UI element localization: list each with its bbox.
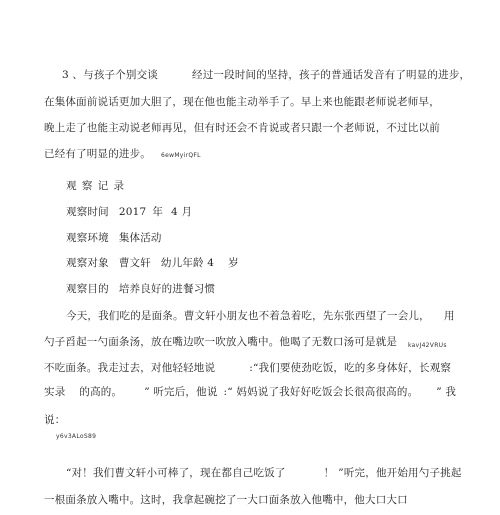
para2-line1	[66, 310, 430, 323]
para2-line3	[44, 362, 451, 375]
record-obj-row	[66, 257, 239, 270]
record-obj-name: 曹文轩	[118, 257, 151, 269]
watermark-code: y6v3ALoS89	[56, 433, 97, 440]
para2-line7: 一根面条放入嘴中。这时，我拿起碗挖了一大口面条放入他嘴中，他大口大口	[44, 494, 408, 506]
para1-line2: 在集体面前说话更加大胆了，现在他也能主动举手了。早上来也能跟老师说老师早，	[44, 96, 440, 108]
record-goal-value: 培养良好的进餐习惯	[118, 283, 216, 295]
para2-line4-d: :“ 妈妈说了我好好吃饭会长很高很高的。	[223, 386, 419, 398]
para2-line5-a: 说：	[44, 414, 66, 426]
para2-line6	[66, 467, 462, 480]
record-time-row	[66, 206, 192, 219]
para2-line4-c: ” 听完后，他说	[144, 386, 218, 398]
record-time-year: 2017	[118, 206, 147, 218]
para2-line4-e: ” 我	[436, 386, 457, 398]
para2-line6-b: ！	[323, 467, 335, 479]
para1-line3: 晚上走了也能主动说老师再见，但有时还会不肯说或者只跟一个老师说，不过比以前	[44, 122, 440, 134]
record-goal-row	[66, 283, 215, 296]
para2-line4-a: 实录	[44, 386, 66, 398]
para1-line4	[44, 148, 201, 162]
watermark-code: 6ewMyirQFL	[161, 152, 201, 159]
para1-line1-b: 经过一段时间的坚持，孩子的普通话发音有了明显的进步，	[192, 69, 471, 81]
record-env-row	[66, 232, 162, 245]
record-title: 观 察 记 录	[66, 180, 126, 192]
para2-line1-b: 用	[444, 310, 455, 322]
record-time-month: 4 月	[171, 206, 193, 218]
para1-line1	[62, 69, 470, 82]
record-time-label: 观察时间	[66, 206, 109, 218]
para2-line2-a: 勺子舀起一勺面条汤，放在嘴边吹一吹放入嘴中。他喝了无数口汤可是就是	[44, 336, 398, 348]
para2-line6-c: ”听完，他开始用勺子挑起	[338, 467, 462, 479]
para2-line4	[44, 386, 456, 399]
para2-line3-a: 不吃面条。我走过去，对他轻轻地说	[44, 362, 216, 374]
watermark-code: kavJ42VRUs	[408, 342, 447, 349]
para1-line1-a: 3 、与孩子个别交谈	[62, 69, 159, 81]
para2-line2	[44, 336, 397, 349]
record-env-label: 观察环境	[66, 232, 109, 244]
para2-line3-b: :“我们要使劲吃饭，吃的多身体好，长观察	[249, 362, 452, 374]
record-env-value: 集体活动	[118, 232, 162, 244]
para1-line4-text: 已经有了明显的进步。	[44, 148, 151, 160]
record-obj-age-label: 幼儿年龄 4	[160, 257, 215, 269]
record-time-year-unit: 年	[152, 206, 164, 218]
para2-line6-a: “对！我们曹文轩小可棒了，现在都自己吃饭了	[66, 467, 286, 479]
record-goal-label: 观察目的	[66, 283, 109, 295]
para2-line1-a: 今天，我们吃的是面条。曹文轩小朋友也不着急着吃，先东张西望了一会儿，	[66, 310, 430, 322]
record-obj-label: 观察对象	[66, 257, 109, 269]
para2-line5	[44, 414, 65, 427]
para2-line4-b: 的高的。	[79, 386, 123, 398]
record-obj-age-unit: 岁	[228, 257, 239, 269]
